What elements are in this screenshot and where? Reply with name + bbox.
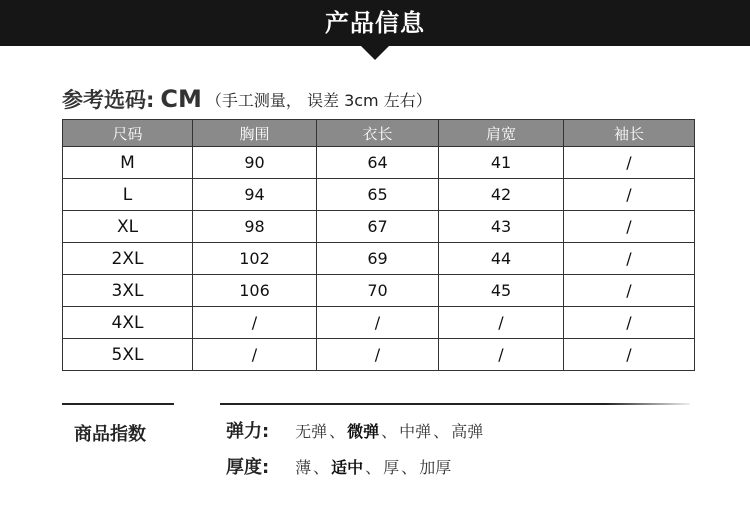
table-header-row xyxy=(63,120,695,147)
thickness-option: 加厚 xyxy=(419,458,452,477)
header-sleeve: 袖长 xyxy=(564,120,695,147)
banner-title: 产品信息 xyxy=(325,9,425,37)
cell-length: 69 xyxy=(317,243,439,275)
cell-shoulder: 45 xyxy=(439,275,564,307)
cell-sleeve: / xyxy=(564,243,695,275)
cell-chest: / xyxy=(193,307,317,339)
cell-chest: 102 xyxy=(193,243,317,275)
cell-size: 2XL xyxy=(63,243,193,275)
cell-size: XL xyxy=(63,211,193,243)
option-separator: 、 xyxy=(381,422,398,441)
banner-notch xyxy=(361,46,389,60)
cell-length: 65 xyxy=(317,179,439,211)
cell-chest: / xyxy=(193,339,317,371)
cell-size: M xyxy=(63,147,193,179)
option-separator: 、 xyxy=(329,422,346,441)
cell-shoulder: 42 xyxy=(439,179,564,211)
cell-shoulder: 44 xyxy=(439,243,564,275)
option-separator: 、 xyxy=(313,458,330,477)
cell-chest: 90 xyxy=(193,147,317,179)
divider-left xyxy=(62,403,174,405)
option-separator: 、 xyxy=(401,458,418,477)
cell-shoulder: 41 xyxy=(439,147,564,179)
cell-length: 64 xyxy=(317,147,439,179)
product-index-title: 商品指数 xyxy=(74,424,146,445)
elasticity-row xyxy=(226,419,483,445)
cell-length: / xyxy=(317,339,439,371)
cell-shoulder: 43 xyxy=(439,211,564,243)
table-row xyxy=(63,307,695,339)
cell-chest: 94 xyxy=(193,179,317,211)
heading-unit: CM xyxy=(160,85,202,113)
option-separator: 、 xyxy=(365,458,382,477)
elasticity-option: 中弹 xyxy=(399,422,432,441)
elasticity-option: 高弹 xyxy=(451,422,484,441)
header-shoulder: 肩宽 xyxy=(439,120,564,147)
cell-shoulder: / xyxy=(439,307,564,339)
cell-length: 67 xyxy=(317,211,439,243)
header-size: 尺码 xyxy=(63,120,193,147)
cell-size: L xyxy=(63,179,193,211)
cell-sleeve: / xyxy=(564,307,695,339)
cell-sleeve: / xyxy=(564,275,695,307)
table-row xyxy=(63,243,695,275)
cell-size: 4XL xyxy=(63,307,193,339)
heading-label: 参考选码: xyxy=(62,88,155,112)
cell-shoulder: / xyxy=(439,339,564,371)
cell-sleeve: / xyxy=(564,147,695,179)
size-reference-heading xyxy=(62,84,432,114)
cell-sleeve: / xyxy=(564,339,695,371)
table-row xyxy=(63,211,695,243)
thickness-row xyxy=(226,455,451,481)
table-row xyxy=(63,339,695,371)
cell-size: 3XL xyxy=(63,275,193,307)
cell-length: / xyxy=(317,307,439,339)
thickness-option: 厚 xyxy=(383,458,400,477)
cell-size: 5XL xyxy=(63,339,193,371)
size-table xyxy=(62,119,695,371)
heading-note: （手工测量， 误差 3cm 左右） xyxy=(205,90,432,110)
thickness-label: 厚度: xyxy=(226,457,270,478)
table-row xyxy=(63,147,695,179)
thickness-option: 适中 xyxy=(331,458,364,477)
cell-sleeve: / xyxy=(564,179,695,211)
cell-sleeve: / xyxy=(564,211,695,243)
option-separator: 、 xyxy=(433,422,450,441)
divider-right xyxy=(220,403,690,405)
table-row xyxy=(63,275,695,307)
cell-length: 70 xyxy=(317,275,439,307)
header-length: 衣长 xyxy=(317,120,439,147)
elasticity-option: 无弹 xyxy=(295,422,328,441)
thickness-option: 薄 xyxy=(295,458,312,477)
header-chest: 胸围 xyxy=(193,120,317,147)
cell-chest: 106 xyxy=(193,275,317,307)
elasticity-label: 弹力: xyxy=(226,421,270,442)
elasticity-option: 微弹 xyxy=(347,422,380,441)
table-row xyxy=(63,179,695,211)
cell-chest: 98 xyxy=(193,211,317,243)
